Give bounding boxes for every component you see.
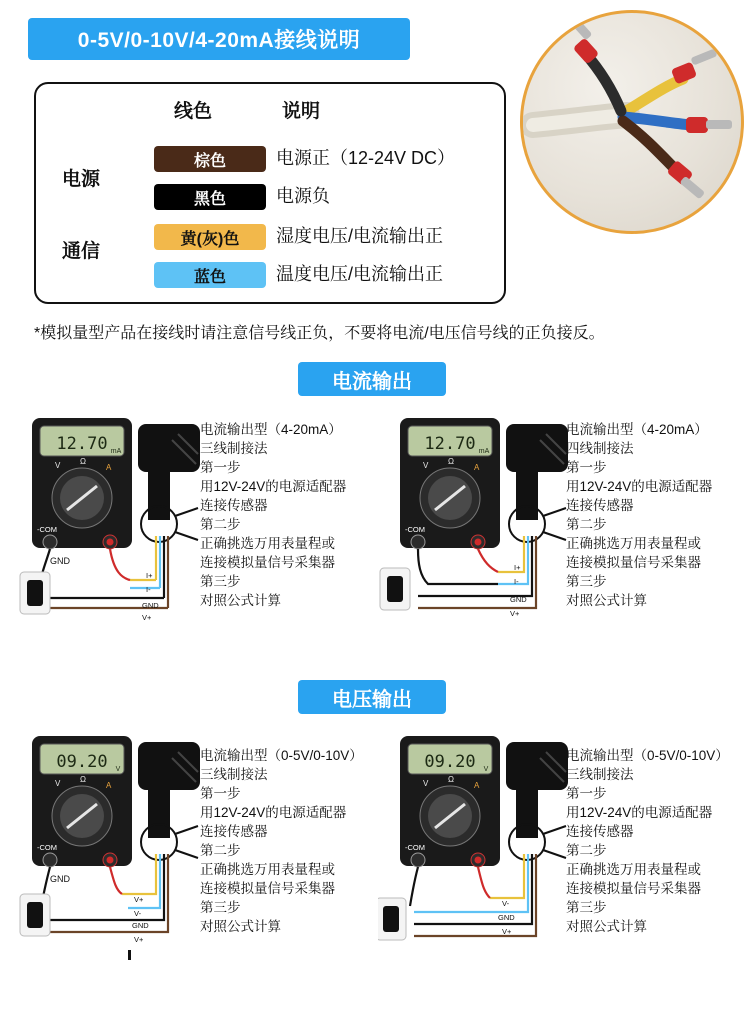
step3a-2: 对照公式计算 [566, 593, 647, 608]
svg-text:V: V [55, 461, 61, 470]
step2b-4: 连接模拟量信号采集器 [566, 881, 701, 896]
svg-text:-COM: -COM [37, 525, 57, 534]
svg-text:Ω: Ω [80, 457, 86, 466]
svg-text:GND: GND [510, 595, 527, 604]
step3-2: 第三步 [566, 574, 607, 589]
step3-1: 第三步 [200, 574, 241, 589]
step3-3: 第三步 [200, 900, 241, 915]
step1b-2: 连接传感器 [566, 498, 634, 513]
step1-2: 第一步 [566, 460, 607, 475]
svg-text:A: A [106, 463, 112, 472]
svg-text:I+: I+ [514, 563, 521, 572]
svg-text:V+: V+ [502, 927, 512, 936]
svg-text:Ω: Ω [80, 775, 86, 784]
diagram-wiring-4: 三线制接法 [566, 767, 634, 782]
step2a-4: 正确挑选万用表量程或 [566, 862, 701, 877]
svg-text:A: A [106, 781, 112, 790]
wire-desc-black: 电源负 [276, 186, 330, 206]
diagram-title-4: 电流输出型（0-5V/0-10V） [566, 748, 729, 763]
step1a-3: 用12V-24V的电源适配器 [200, 805, 347, 820]
wire-desc-yellow: 湿度电压/电流输出正 [276, 226, 444, 246]
step1-3: 第一步 [200, 786, 241, 801]
svg-text:Ω: Ω [448, 457, 454, 466]
svg-text:GND: GND [142, 601, 159, 610]
wire-desc-brown: 电源正（12-24V DC） [276, 148, 456, 168]
step1-1: 第一步 [200, 460, 241, 475]
svg-text:mA: mA [478, 448, 490, 455]
step2a-2: 正确挑选万用表量程或 [566, 536, 701, 551]
svg-text:V: V [423, 461, 429, 470]
svg-text:GND: GND [498, 913, 515, 922]
step2-3: 第二步 [200, 843, 241, 858]
legend-group-power: 电源 [62, 169, 101, 190]
diagram-title-1: 电流输出型（4-20mA） [200, 422, 342, 437]
steps-text-4 [566, 746, 729, 936]
wire-color-legend-card [34, 82, 506, 304]
steps-text-2 [566, 420, 712, 610]
steps-text-1 [200, 420, 346, 610]
section-banner-current-output [298, 362, 446, 396]
step1a-1: 用12V-24V的电源适配器 [200, 479, 347, 494]
svg-text:I-: I- [146, 585, 151, 594]
step2b-1: 连接模拟量信号采集器 [200, 555, 335, 570]
meter-reading-3: 09.20 [56, 752, 108, 772]
step1a-4: 用12V-24V的电源适配器 [566, 805, 713, 820]
wire-chip-brown: 棕色 [154, 146, 266, 172]
step3a-4: 对照公式计算 [566, 919, 647, 934]
svg-text:V: V [115, 766, 121, 773]
step1b-3: 连接传感器 [200, 824, 268, 839]
wire-desc-blue: 温度电压/电流输出正 [276, 264, 444, 284]
svg-text:A: A [474, 781, 480, 790]
step3a-3: 对照公式计算 [200, 919, 281, 934]
svg-text:V+: V+ [510, 609, 520, 618]
analog-wiring-note: *模拟量型产品在接线时请注意信号线正负，不要将电流/电压信号线的正负接反。 [34, 325, 605, 342]
svg-text:GND: GND [132, 921, 149, 930]
svg-text:V-: V- [134, 909, 142, 918]
legend-header-color: 线色 [174, 101, 213, 122]
wire-chip-black: 黑色 [154, 184, 266, 210]
diagram-title-2: 电流输出型（4-20mA） [566, 422, 708, 437]
section-label-current-output: 电流输出 [332, 370, 412, 393]
legend-group-communication: 通信 [62, 241, 101, 262]
svg-text:-COM: -COM [37, 843, 57, 852]
step2-2: 第二步 [566, 517, 607, 532]
section-label-voltage-output: 电压输出 [332, 688, 412, 711]
step1a-2: 用12V-24V的电源适配器 [566, 479, 713, 494]
step1b-4: 连接传感器 [566, 824, 634, 839]
svg-text:A: A [474, 463, 480, 472]
wire-harness-photo [520, 10, 744, 234]
meter-reading-1: 12.70 [56, 434, 108, 454]
svg-text:I-: I- [514, 577, 519, 586]
meter-reading-2: 12.70 [424, 434, 476, 454]
legend-header-description: 说明 [282, 101, 321, 122]
steps-text-3 [200, 746, 363, 936]
section-banner-voltage-output [298, 680, 446, 714]
svg-text:V: V [483, 766, 489, 773]
wire-chip-yellow: 黄(灰)色 [154, 224, 266, 250]
gnd-label-3: GND [50, 874, 70, 884]
svg-text:V+: V+ [134, 935, 144, 944]
meter-reading-4: 09.20 [424, 752, 476, 772]
step2-4: 第二步 [566, 843, 607, 858]
diagram-wiring-1: 三线制接法 [200, 441, 268, 456]
step1-4: 第一步 [566, 786, 607, 801]
page-title-banner [28, 18, 410, 60]
svg-text:V: V [55, 779, 61, 788]
step1b-1: 连接传感器 [200, 498, 268, 513]
svg-text:V+: V+ [142, 613, 152, 622]
step2b-3: 连接模拟量信号采集器 [200, 881, 335, 896]
svg-text:mA: mA [110, 448, 122, 455]
wire-chip-blue: 蓝色 [154, 262, 266, 288]
step2b-2: 连接模拟量信号采集器 [566, 555, 701, 570]
svg-text:I+: I+ [146, 571, 153, 580]
svg-text:V+: V+ [134, 895, 144, 904]
gnd-label-1: GND [50, 556, 70, 566]
svg-text:-COM: -COM [405, 525, 425, 534]
svg-text:V-: V- [502, 899, 510, 908]
step3a-1: 对照公式计算 [200, 593, 281, 608]
svg-text:V: V [423, 779, 429, 788]
page-title: 0-5V/0-10V/4-20mA接线说明 [77, 29, 361, 52]
step3-4: 第三步 [566, 900, 607, 915]
diagram-title-3: 电流输出型（0-5V/0-10V） [200, 748, 363, 763]
svg-text:-COM: -COM [405, 843, 425, 852]
step2a-3: 正确挑选万用表量程或 [200, 862, 335, 877]
diagram-wiring-3: 三线制接法 [200, 767, 268, 782]
step2a-1: 正确挑选万用表量程或 [200, 536, 335, 551]
diagram-wiring-2: 四线制接法 [566, 441, 634, 456]
svg-text:Ω: Ω [448, 775, 454, 784]
step2-1: 第二步 [200, 517, 241, 532]
